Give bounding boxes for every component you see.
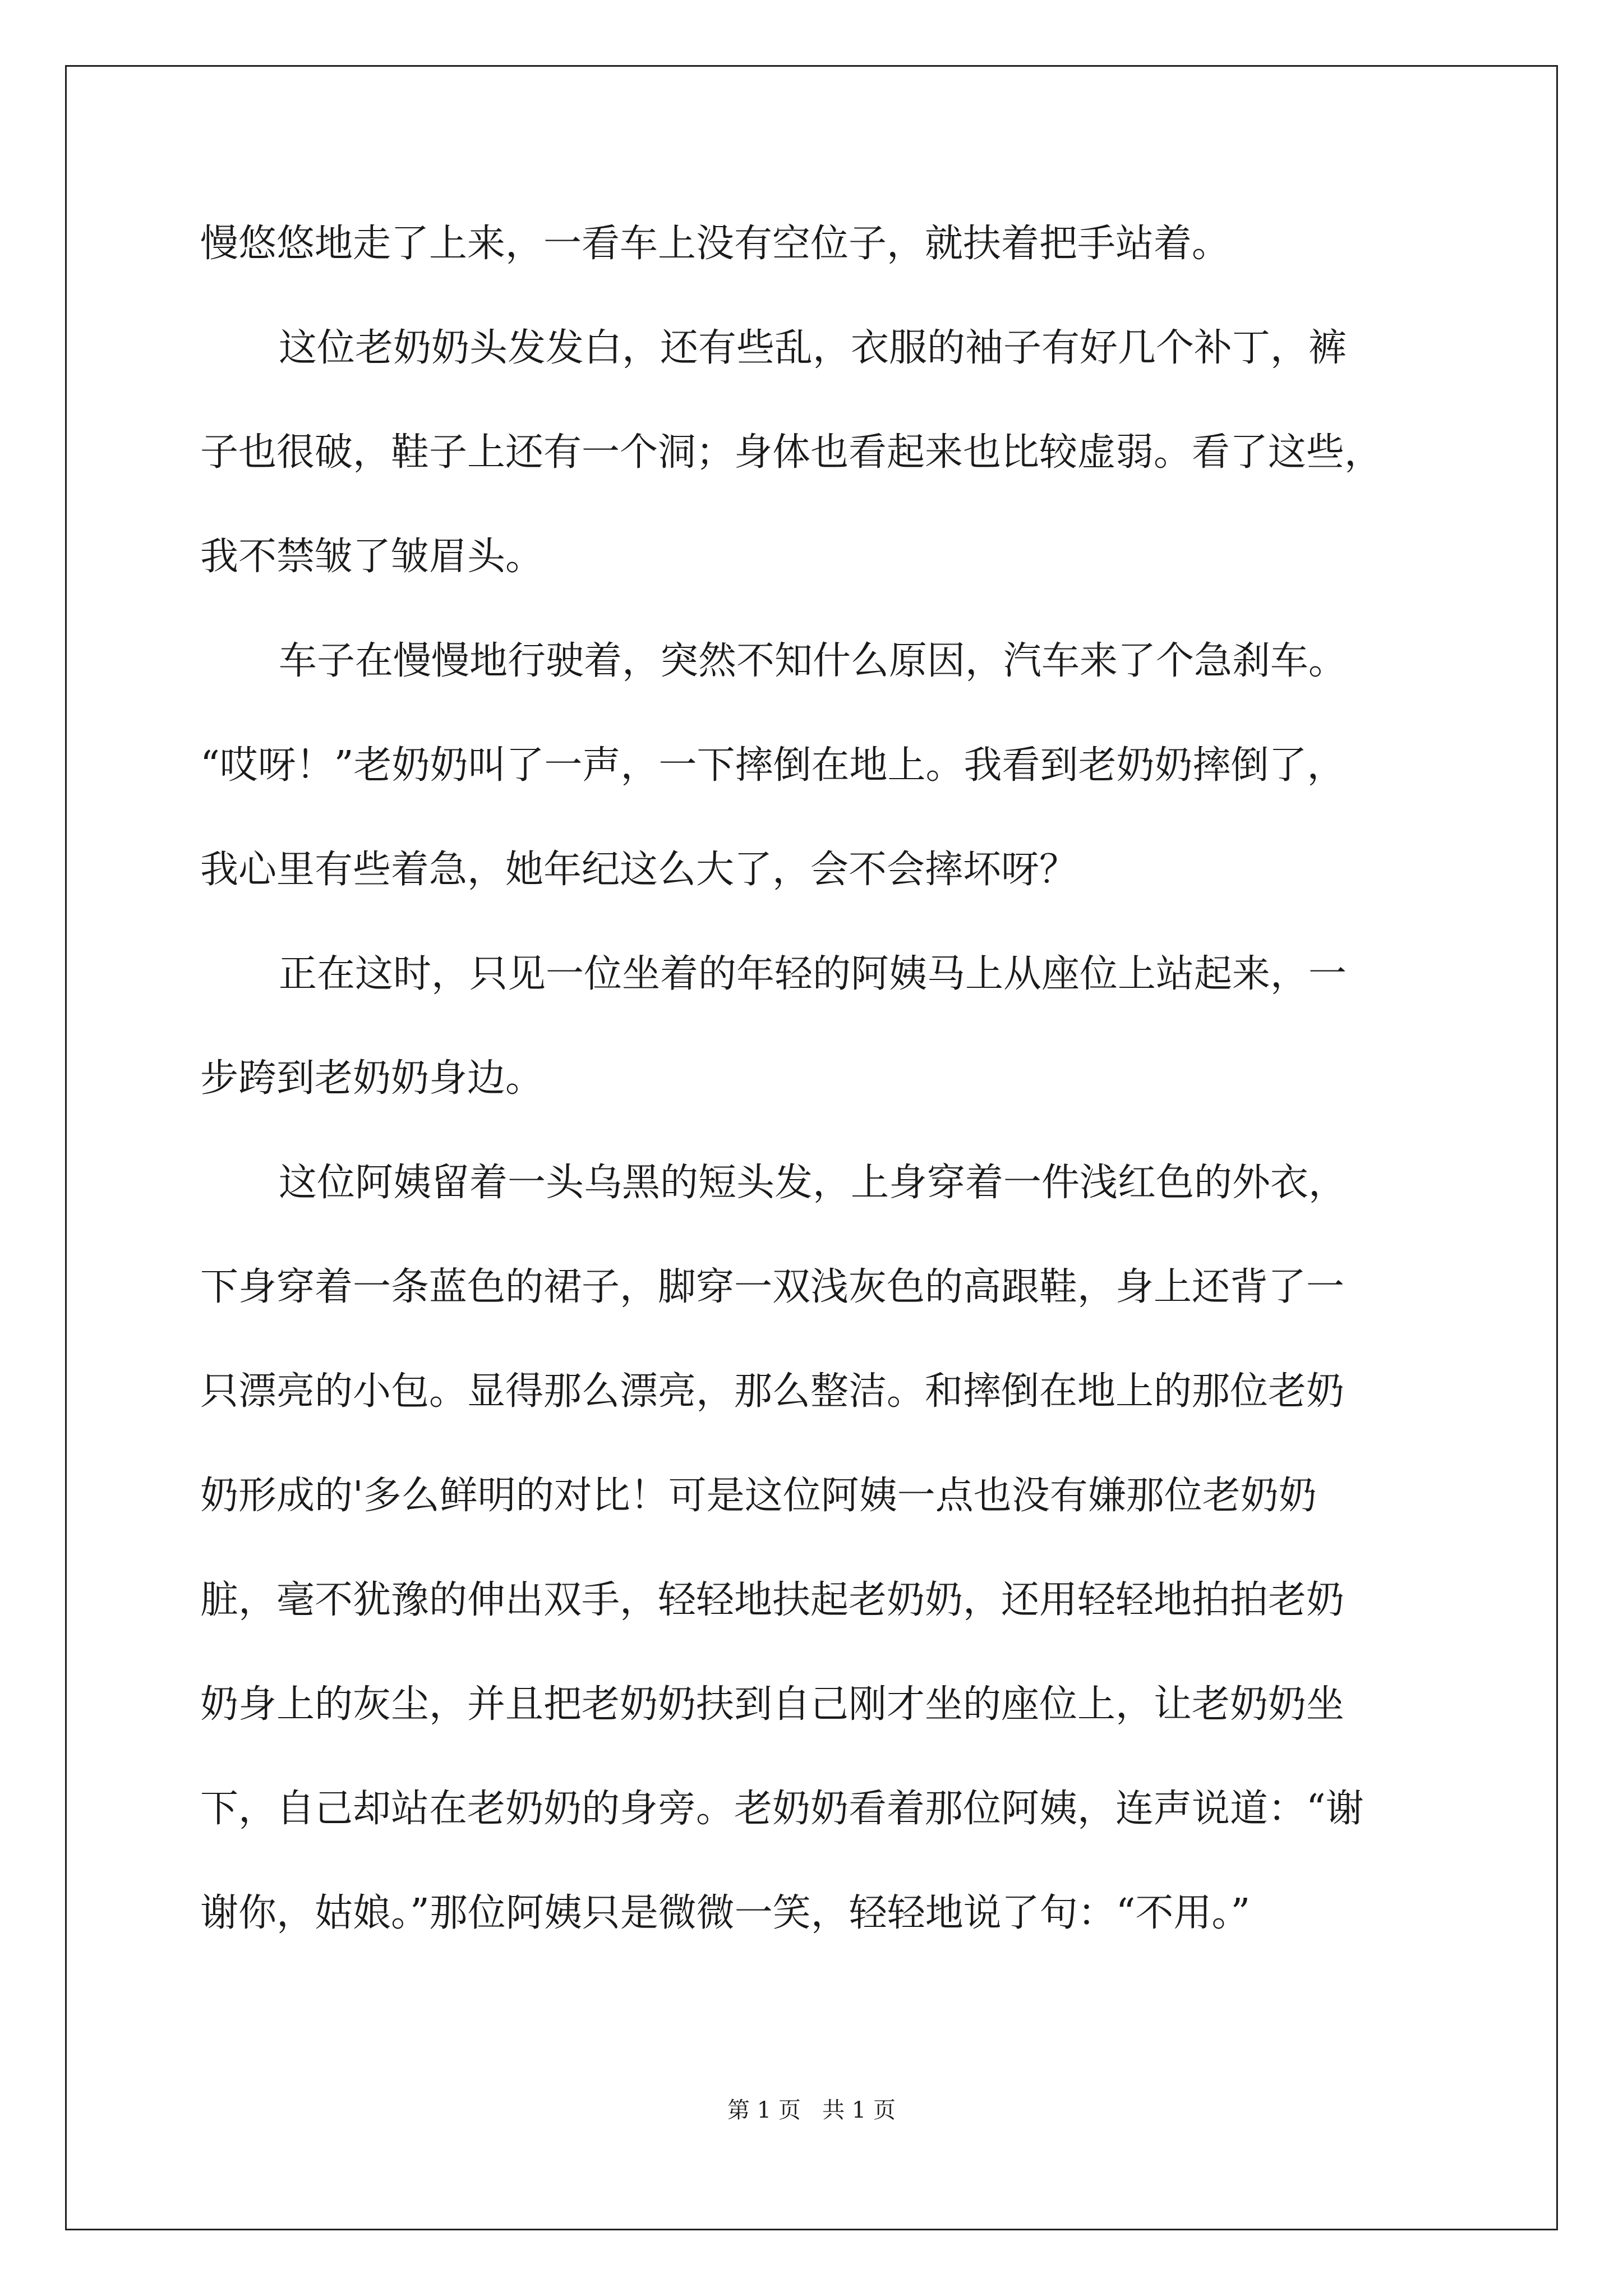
text-line: 脏，毫不犹豫的伸出双手，轻轻地扶起老奶奶，还用轻轻地拍拍老奶 xyxy=(200,1578,1345,1622)
text-line: 只漂亮的小包。显得那么漂亮，那么整洁。和摔倒在地上的那位老奶 xyxy=(200,1369,1345,1414)
document-body xyxy=(200,208,1434,1981)
text-line: 谢你，姑娘。”那位阿姨只是微微一笑，轻轻地说了句：“不用。” xyxy=(200,1891,1251,1935)
text-line: 慢悠悠地走了上来，一看车上没有空位子，就扶着把手站着。 xyxy=(200,222,1230,266)
text-line: 车子在慢慢地行驶着，突然不知什么原因，汽车来了个急刹车。 xyxy=(279,639,1347,683)
text-line: 这位老奶奶头发发白，还有些乱，衣服的袖子有好几个补丁，裤 xyxy=(279,326,1347,370)
text-line: “哎呀！”老奶奶叫了一声，一下摔倒在地上。我看到老奶奶摔倒了， xyxy=(200,743,1345,788)
text-line: 这位阿姨留着一头乌黑的短头发，上身穿着一件浅红色的外衣， xyxy=(279,1161,1347,1205)
text-line: 下，自己却站在老奶奶的身旁。老奶奶看着那位阿姨，连声说道：“谢 xyxy=(200,1787,1364,1831)
text-line: 奶形成的'多么鲜明的对比！可是这位阿姨一点也没有嫌那位老奶奶 xyxy=(200,1474,1317,1518)
text-line: 下身穿着一条蓝色的裙子，脚穿一双浅灰色的高跟鞋，身上还背了一 xyxy=(200,1265,1345,1309)
text-line: 我不禁皱了皱眉头。 xyxy=(200,535,544,579)
text-line: 步跨到老奶奶身边。 xyxy=(200,1056,544,1101)
page-number-footer: 第 1 页 共 1 页 xyxy=(727,2097,896,2123)
text-line: 正在这时，只见一位坐着的年轻的阿姨马上从座位上站起来，一 xyxy=(279,952,1347,996)
text-line: 子也很破，鞋子上还有一个洞；身体也看起来也比较虚弱。看了这些， xyxy=(200,430,1383,475)
text-line: 我心里有些着急，她年纪这么大了，会不会摔坏呀？ xyxy=(200,848,1078,892)
text-line: 奶身上的灰尘，并且把老奶奶扶到自己刚才坐的座位上，让老奶奶坐 xyxy=(200,1682,1345,1727)
